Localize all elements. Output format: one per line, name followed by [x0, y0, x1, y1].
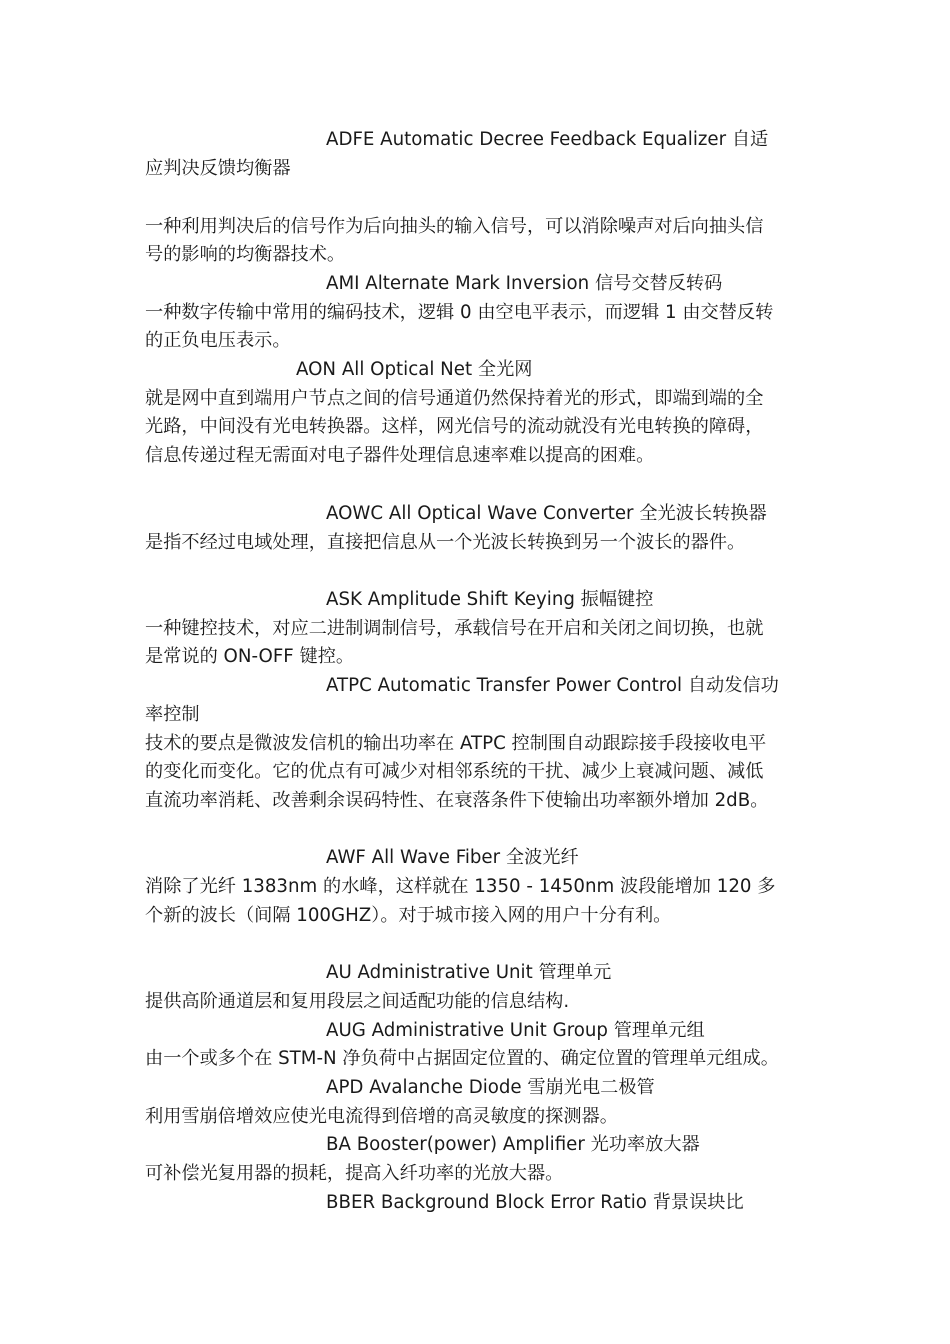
term-heading-bber: BBER Background Block Error Ratio 背景误块比 — [326, 1192, 744, 1213]
definition-aon-2: 光路，中间没有光电转换器。这样，网光信号的流动就没有光电转换的障碍， — [145, 416, 764, 437]
term-heading-adfe-cont: 应判决反馈均衡器 — [145, 158, 291, 179]
term-heading-adfe: ADFE Automatic Decree Feedback Equalizer 自适 — [326, 129, 769, 150]
term-heading-ask: ASK Amplitude Shift Keying 振幅键控 — [326, 589, 654, 610]
term-heading-atpc: ATPC Automatic Transfer Power Control 自动发信功 — [326, 675, 779, 696]
definition-aug-1: 由一个或多个在 STM-N 净负荷中占据固定位置的、确定位置的管理单元组成。 — [145, 1048, 779, 1069]
definition-awf-1: 消除了光纤 1383nm 的水峰，这样就在 1350 - 1450nm 波段能增加 120 多 — [145, 876, 776, 897]
term-heading-ami: AMI Alternate Mark Inversion 信号交替反转码 — [326, 273, 723, 294]
definition-atpc-2: 的变化而变化。它的优点有可减少对相邻系统的干扰、减少上衰减问题、减低 — [145, 761, 764, 782]
definition-atpc-3: 直流功率消耗、改善剩余误码特性、在衰落条件下使输出功率额外增加 2dB。 — [145, 790, 769, 811]
definition-aowc-1: 是指不经过电域处理，直接把信息从一个光波长转换到另一个波长的器件。 — [145, 532, 746, 553]
definition-atpc-1: 技术的要点是微波发信机的输出功率在 ATPC 控制围自动跟踪接手段接收电平 — [145, 733, 767, 754]
term-heading-atpc-cont: 率控制 — [145, 704, 200, 725]
term-heading-aug: AUG Administrative Unit Group 管理单元组 — [326, 1020, 705, 1041]
definition-aon-3: 信息传递过程无需面对电子器件处理信息速率难以提高的困难。 — [145, 445, 655, 466]
definition-ask-1: 一种键控技术，对应二进制调制信号，承载信号在开启和关闭之间切换，也就 — [145, 618, 764, 639]
definition-adfe-2: 号的影响的均衡器技术。 — [145, 244, 346, 265]
definition-ami-1: 一种数字传输中常用的编码技术，逻辑 0 由空电平表示，而逻辑 1 由交替反转 — [145, 302, 774, 323]
definition-ask-2: 是常说的 ON-OFF 键控。 — [145, 646, 355, 667]
term-heading-ba: BA Booster(power) Amplifier 光功率放大器 — [326, 1134, 700, 1155]
term-heading-aon: AON All Optical Net 全光网 — [296, 359, 533, 380]
term-heading-aowc: AOWC All Optical Wave Converter 全光波长转换器 — [326, 503, 767, 524]
definition-apd-1: 利用雪崩倍增效应使光电流得到倍增的高灵敏度的探测器。 — [145, 1106, 618, 1127]
definition-awf-2: 个新的波长（间隔 100GHZ）。对于城市接入网的用户十分有利。 — [145, 905, 672, 926]
term-heading-apd: APD Avalanche Diode 雪崩光电二极管 — [326, 1077, 655, 1098]
term-heading-au: AU Administrative Unit 管理单元 — [326, 962, 612, 983]
definition-au-1: 提供高阶通道层和复用段层之间适配功能的信息结构. — [145, 991, 570, 1012]
term-heading-awf: AWF All Wave Fiber 全波光纤 — [326, 847, 579, 868]
definition-adfe-1: 一种利用判决后的信号作为后向抽头的输入信号，可以消除噪声对后向抽头信 — [145, 216, 764, 237]
definition-ba-1: 可补偿光复用器的损耗，提高入纤功率的光放大器。 — [145, 1163, 564, 1184]
definition-ami-2: 的正负电压表示。 — [145, 330, 291, 351]
definition-aon-1: 就是网中直到端用户节点之间的信号通道仍然保持着光的形式，即端到端的全 — [145, 388, 764, 409]
